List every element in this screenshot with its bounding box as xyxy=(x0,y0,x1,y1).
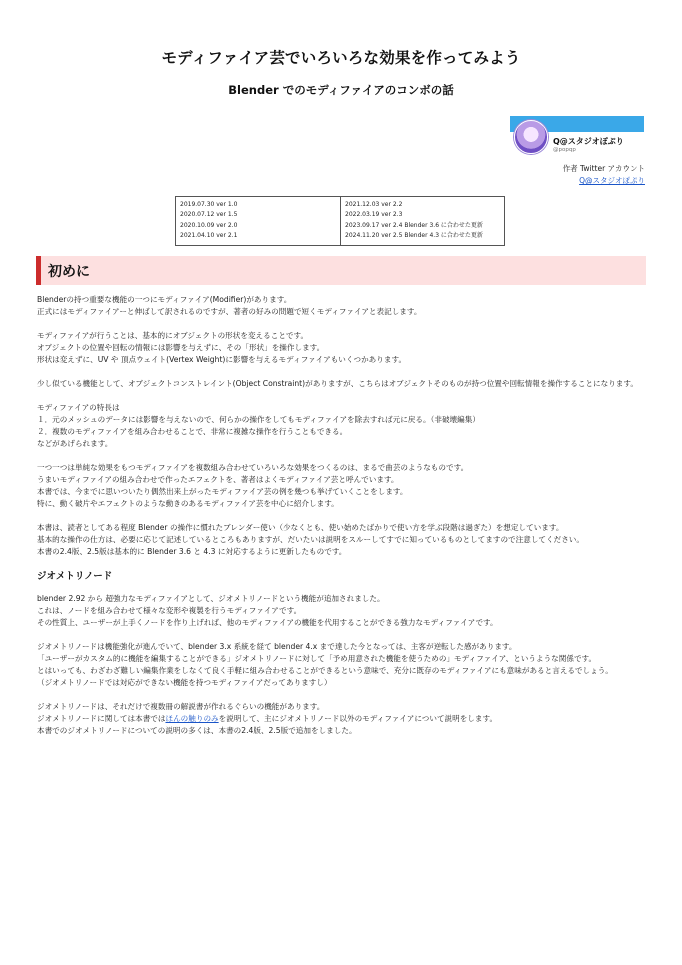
text-line: 本書では、今までに思いついたり偶然出来上がったモディファイア芸の例を幾つも挙げていくことをします。 xyxy=(37,487,408,496)
version-entry: 2020.07.12 ver 1.5 xyxy=(180,211,238,219)
paragraph xyxy=(37,641,647,689)
text-line xyxy=(37,713,647,725)
author-caption: 作者 Twitter アカウント xyxy=(562,164,645,173)
text-line: 少し似ている機能として、オブジェクトコンストレイント(Object Constraint)がありますが、こちらはオブジェクトそのものが持つ位置や回転情報を操作することになります。 xyxy=(37,379,638,388)
text-line: ジオメトリノードは機能強化が進んでいて、blender 3.x 系統を経て blender 4.x まで達した今となっては、主客が逆転した感があります。 xyxy=(37,642,517,651)
text-line: 一つ一つは単純な効果をもつモディファイアを複数組み合わせていろいろな効果をつくるのは、まるで曲芸のようなものです。 xyxy=(37,463,469,472)
text-line: モディファイアが行うことは、基本的にオブジェクトの形状を変えることです。 xyxy=(37,331,309,340)
text-line: Blenderの持つ重要な機能の一つにモディファイア(Modifier)があります。 xyxy=(37,295,292,304)
text-line: 基本的な操作の仕方は、必要に応じて記述しているところもありますが、だいたいは説明をスルーしてすでに知っているものとしてますので注意してください。 xyxy=(37,535,584,544)
author-card[interactable] xyxy=(510,116,644,154)
version-entry: 2024.11.20 ver 2.5 Blender 4.3 に合わせた更新 xyxy=(345,231,483,239)
paragraph xyxy=(37,462,647,510)
author-twitter-link[interactable]: Q@スタジオぽぷり xyxy=(579,176,645,185)
section-title: 初めに xyxy=(48,264,90,280)
version-entry: 2023.09.17 ver 2.4 Blender 3.6 に合わせた更新 xyxy=(345,221,483,229)
version-entry: 2019.07.30 ver 1.0 xyxy=(180,201,238,208)
inline-link[interactable]: ほんの触りのみ xyxy=(165,714,219,723)
paragraph xyxy=(37,330,647,366)
version-entry: 2020.10.09 ver 2.0 xyxy=(180,221,238,229)
text-segment: を説明して、主にジオメトリノード以外のモディファイアについて説明をします。 xyxy=(218,714,498,723)
text-line: 正式にはモディファイアーと伸ばして訳されるのですが、著者の好みの問題で短くモディファイアと表記します。 xyxy=(37,307,422,316)
text-line: とはいっても、わざわざ難しい編集作業をしなくて良く手軽に組み合わせることができるという意味で、充分に既存のモディファイアにも意味があると言えるでしょう。 xyxy=(37,666,613,675)
text-line: 本書は、読者としてある程度 Blender の操作に慣れたブレンダー使い（少なくとも、使い始めたばかりで使い方を学ぶ段階は過ぎた）を想定しています。 xyxy=(37,523,564,532)
page-title: モディファイア芸でいろいろな効果を作ってみよう xyxy=(161,49,521,67)
text-line: 「ユーザーがカスタム的に機能を編集することができる」ジオメトリノードに対して「予め用意された機能を使うための」モディファイア、というような関係です。 xyxy=(37,654,597,663)
text-line: blender 2.92 から 超強力なモディファイアとして、ジオメトリノードという機能が追加されました。 xyxy=(37,594,385,603)
text-line: オブジェクトの位置や回転の情報には影響を与えずに、その「形状」を操作します。 xyxy=(37,343,325,352)
version-history-table xyxy=(175,196,505,246)
text-line: 形状は変えずに、UV や 頂点ウェイト(Vertex Weight)に影響を与えるモディファイアもいくつかあります。 xyxy=(37,355,407,364)
text-line: モディファイアの特長は xyxy=(37,403,120,412)
version-entry: 2021.04.10 ver 2.1 xyxy=(180,231,238,239)
text-segment: ジオメトリノードに関しては本書では xyxy=(37,714,166,723)
text-line: これは、ノードを組み合わせて様々な変形や複製を行うモディファイアです。 xyxy=(37,606,302,615)
text-line: ジオメトリノードは、それだけで複数冊の解説書が作れるぐらいの機能があります。 xyxy=(37,702,325,711)
text-line: （ジオメトリノードでは対応ができない機能を持つモディファイアだってありますし） xyxy=(37,678,332,687)
paragraph xyxy=(37,378,647,390)
paragraph xyxy=(37,593,647,629)
text-line: １．元のメッシュのデータには影響を与えないので、何らかの操作をしてもモディファイアを除去すれば元に戻る。（非破壊編集） xyxy=(37,415,480,424)
author-name: Q@スタジオぽぷり xyxy=(553,137,624,146)
version-entry: 2021.12.03 ver 2.2 xyxy=(345,201,403,208)
version-column-left xyxy=(176,197,340,245)
body-text xyxy=(37,294,647,749)
version-column-right xyxy=(340,197,504,245)
paragraph xyxy=(37,402,647,450)
page-subtitle: Blender でのモディファイアのコンボの話 xyxy=(228,83,454,97)
text-line: うまいモディファイアの組み合わせで作ったエフェクトを、著者はよくモディファイア芸と呼んでいます。 xyxy=(37,475,399,484)
avatar xyxy=(514,120,548,154)
paragraph xyxy=(37,701,647,737)
text-line: 特に、動く破片やエフェクトのような動きのあるモディファイア芸を中心に紹介します。 xyxy=(37,499,339,508)
text-line: などがあげられます。 xyxy=(37,439,113,448)
author-handle: @popqp xyxy=(553,147,576,153)
text-line: 本書でのジオメトリノードについての説明の多くは、本書の2.4版、2.5版で追加をしました。 xyxy=(37,726,357,735)
text-line: その性質上、ユーザーが上手くノードを作り上げれば、他のモディファイアの機能を代用することができる強力なモディファイアです。 xyxy=(37,618,498,627)
text-line: ２．複数のモディファイアを組み合わせることで、非常に複雑な操作を行うこともできる。 xyxy=(37,427,348,436)
version-entry: 2022.03.19 ver 2.3 xyxy=(345,211,403,219)
subsection-heading: ジオメトリノード xyxy=(37,571,113,582)
paragraph xyxy=(37,522,647,558)
text-line: 本書の2.4版、2.5版は基本的に Blender 3.6 と 4.3 に対応するように更新したものです。 xyxy=(37,547,347,556)
section-heading xyxy=(36,256,646,285)
paragraph xyxy=(37,294,647,318)
